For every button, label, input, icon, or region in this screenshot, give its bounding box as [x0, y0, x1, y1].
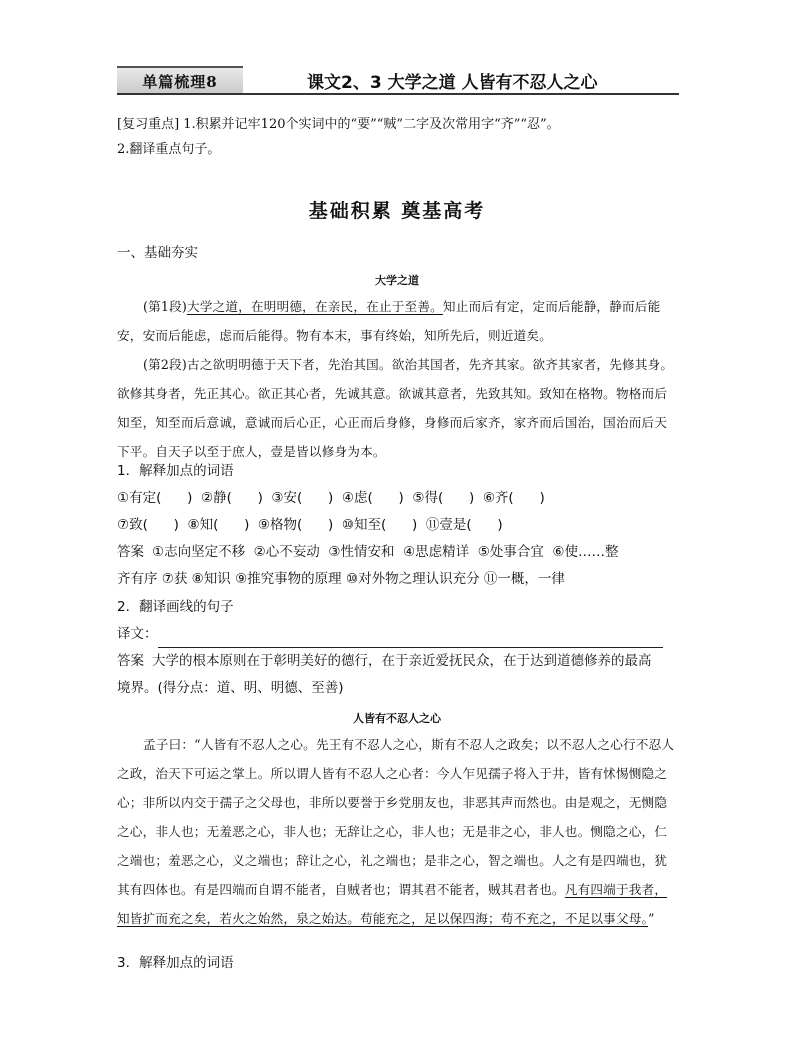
question-2-answer-2: 境界。(得分点：道、明、明德、至善)	[117, 680, 344, 696]
question-1-answer-1	[117, 539, 677, 566]
passage-1-paragraph-2: (第2段)古之欲明明德于天下者，先治其国。欲治其国者，先齐其家。欲齐其家者，先修其身。欲修其身者，先正其心。欲正其心者，先诚其意。欲诚其意者，先致其知。致知在格物。物格而后知至，知至而后意诚，意诚而后心正，心正而后身修，身修而后家齐，家齐而后国治，国治而后天下平。自天子以至于庶人，壹是皆以修身为本。	[117, 357, 674, 459]
question-1-title: 1．解释加点的词语	[117, 463, 234, 479]
review-line-2: 2.翻译重点句子。	[117, 142, 221, 157]
question-2-title: 2．翻译画线的句子	[117, 599, 234, 615]
passage-2-paragraph	[117, 730, 677, 933]
passage-1-paragraph-1	[117, 292, 677, 350]
paragraph-label: (第1段)	[143, 299, 188, 314]
header-divider	[117, 93, 679, 95]
underlined-sentence: 大学之道，在明明德，在亲民，在止于至善。	[187, 299, 443, 314]
underlined-sentence: 凡有四端于我者，知皆扩而充之矣，若火之始然，泉之始达。苟能充之，足以保四海；苟不充之，不足以事父母。	[117, 882, 668, 926]
page-header	[117, 62, 679, 92]
review-points	[117, 112, 677, 162]
question-1-blanks-row-1: ①有定( ) ②静( ) ③安( ) ④虑( ) ⑤得( ) ⑥齐( )	[117, 490, 545, 506]
passage-2-text: 孟子曰：“人皆有不忍人之心。先王有不忍人之心，斯有不忍人之政矣；以不忍人之心行不忍人之政，治天下可运之掌上。所以谓人皆有不忍人之心者：今人乍见孺子将入于井，皆有怵惕恻隐之心；非所以内交于孺子之父母也，非所以要誉于乡党朋友也，非恶其声而然也。由是观之，无恻隐之心，非人也；无羞恶之心，非人也；无辞让之心，非人也；无是非之心，非人也。恻隐之心，仁之端也；羞恶之心，义之端也；辞让之心，礼之端也；是非之心，智之端也。人之有是四端也，犹其有四体也。有是四端而自谓不能者，自贼者也；谓其君不能者，贼其君者也。	[117, 737, 675, 897]
question-1	[117, 458, 677, 593]
unit-tab: 单篇梳理8	[117, 66, 243, 94]
question-1-blanks-row-2: ⑦致( ) ⑧知( ) ⑨格物( ) ⑩知至( ) ⑪壹是( )	[117, 517, 503, 533]
passage-title-2: 人皆有不忍人之心	[353, 712, 441, 725]
answer-text: 大学的根本原则在于彰明美好的德行，在于亲近爱抚民众，在于达到道德修养的最高	[152, 653, 652, 669]
section-title: 基础积累 奠基高考	[308, 200, 486, 222]
closing-quote: ”	[648, 911, 655, 926]
passage-1	[117, 292, 677, 466]
answer-text: ①志向坚定不移 ②心不妄动 ③性情安和 ④思虑精详 ⑤处事合宜 ⑥使……整	[152, 544, 619, 560]
question-3-title: 3．解释加点的词语	[117, 955, 234, 971]
answer-label: 答案	[117, 544, 144, 560]
question-2-answer-1	[117, 648, 677, 675]
translation-row	[117, 621, 677, 648]
question-1-answer-2: 齐有序 ⑦获 ⑧知识 ⑨推究事物的原理 ⑩对外物之理认识充分 ⑪一概，一律	[117, 571, 565, 587]
review-line-1: [复习重点] 1.积累并记牢120个实词中的“要”“贼”二字及次常用字“齐”“忍”。	[117, 117, 560, 132]
translation-label: 译文：	[117, 626, 158, 642]
passage-title-1: 大学之道	[375, 274, 419, 287]
translation-blank[interactable]	[158, 631, 663, 648]
part-heading: 一、基础夯实	[117, 245, 198, 261]
passage-2	[117, 730, 677, 933]
question-2	[117, 594, 677, 702]
answer-label: 答案	[117, 653, 144, 669]
lesson-title: 课文2、3 大学之道 人皆有不忍人之心	[307, 73, 598, 93]
paragraph-text: 知止而后有定，定而后能静，静而后能安，安而后能虑，虑而后能得。物有本末，事有终始，知所先后，则近道矣。	[117, 299, 661, 343]
